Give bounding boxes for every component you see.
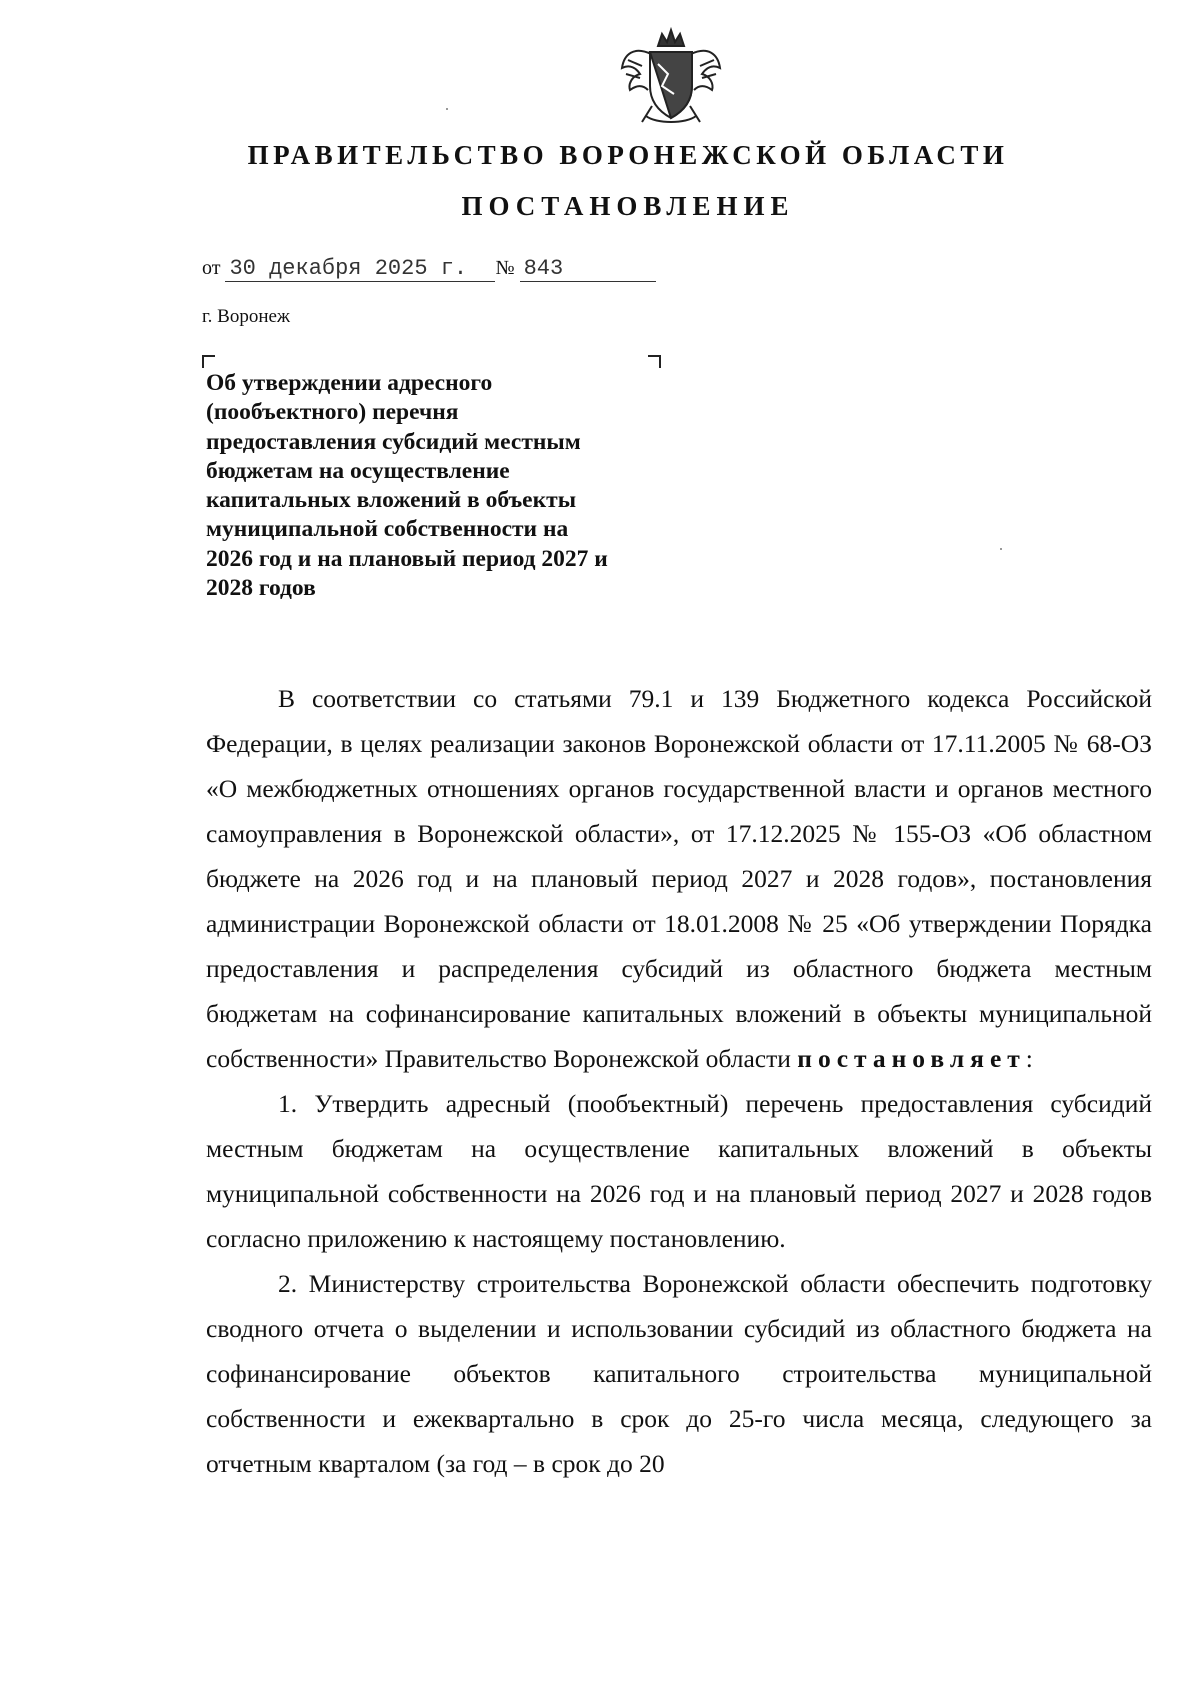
document-date-field: 30 декабря 2025 г. [225,256,495,282]
resolves-word: постановляет [797,1044,1026,1073]
subject-line: Об утверждении адресного [206,370,493,396]
preamble-paragraph [206,676,1152,1081]
coat-of-arms-icon [616,24,726,128]
subject-corner-right [648,355,661,368]
subject-line: муниципальной собственности на [206,516,569,543]
item-1-paragraph: 1. Утвердить адресный (пообъектный) перечень предоставления субсидий местным бюджетам на осуществление капитальных вложений в объекты муниципальной собственности на 2026 год и на плановый период 2027 и 2028 годов согласно приложению к настоящему постановлению. [206,1089,1152,1253]
document-subject [206,369,726,603]
document-number-field: 843 [520,256,656,282]
number-prefix: № [495,257,515,279]
document-body [206,676,1152,1486]
resolves-suffix: : [1025,1044,1033,1073]
subject-line: (пообъектного) перечня [206,399,459,426]
subject-line: бюджетам на осуществление [206,457,510,484]
subject-line: предоставления субсидий местным [206,428,581,455]
item-2-paragraph: 2. Министерству строительства Воронежской области обеспечить подготовку сводного отчета о выделении и использовании субсидий из областного бюджета на софинансирование объектов капитального строительства муниципальной собственности и ежеквартально в срок до 25-го числа месяца, следующего за отчетным кварталом (за год – в срок до 20 [206,1269,1152,1478]
subject-line: 2028 годов [206,575,316,602]
government-title: ПРАВИТЕЛЬСТВО ВОРОНЕЖСКОЙ ОБЛАСТИ [247,140,1009,170]
scan-speck [1000,548,1002,550]
preamble-text: В соответствии со статьями 79.1 и 139 Бюджетного кодекса Российской Федерации, в целях реализации законов Воронежской области от 17.11.2005 № 68-ОЗ «О межбюджетных отношениях органов государственной власти и органов местного самоуправления в Воронежской области», от 17.12.2025 № 155-ОЗ «Об областном бюджете на 2026 год и на плановый период 2027 и 2028 годов», постановления администрации Воронежской области от 18.01.2008 № 25 «Об утверждении Порядка предоставления и распределения субсидий из областного бюджета местным бюджетам на софинансирование капитальных вложений в объекты муниципальной собственности» Правительство Воронежской области [206,684,1152,1073]
scan-speck [446,108,448,110]
date-prefix: от [202,257,221,279]
document-type: ПОСТАНОВЛЕНИЕ [461,191,795,221]
city-label: г. Воронеж [202,306,291,327]
document-date-row [202,256,656,282]
subject-corner-left [202,355,215,368]
subject-line: капитальных вложений в объекты [206,487,577,514]
subject-line: 2026 год и на плановый период 2027 и [206,545,608,572]
